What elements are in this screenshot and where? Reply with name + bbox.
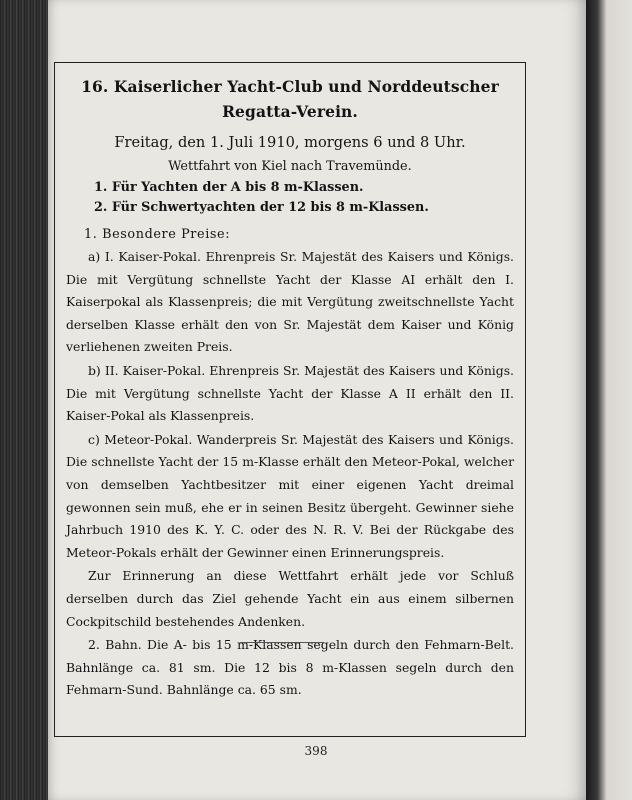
section-special-prizes: 1. Besondere Preise:: [84, 227, 231, 242]
paragraph-kaiser-pokal-2: b) II. Kaiser-Pokal. Ehrenpreis Sr. Majestät des Kaisers und Königs. Die mit Vergütung schnellste Yacht der Klasse A II erhält den II. Kaiser-Pokal als Klassenpreis.: [66, 362, 514, 424]
paragraph-kaiser-pokal-1: a) I. Kaiser-Pokal. Ehrenpreis Sr. Majestät des Kaisers und Königs. Die mit Vergütung schnellste Yacht der Klasse AI erhält den I. Kaiserpokal als Klassenpreis; die mit Vergütung zweitschnellste Yacht derselben Klasse erhält den von Sr. Majestät dem Kaiser und König verliehenen zweiten Preis.: [66, 249, 514, 355]
paragraph-remembrance: Zur Erinnerung an diese Wettfahrt erhält jede vor Schluß derselben durch das Ziel gehende Yacht ein aus einem silbernen Cockpitschild bestehendes Andenken.: [66, 568, 514, 629]
class-item-1: 1. Für Yachten der A bis 8 m-Klassen.: [94, 180, 364, 195]
paragraph-meteor-pokal: c) Meteor-Pokal. Wanderpreis Sr. Majestät des Kaisers und Königs. Die schnellste Yacht der 15 m-Klasse erhält den Meteor-Pokal, welcher von demselben Yachtbesitzer mit einer eigenen Yacht dreimal gewonnen sein muß, ehe er in seinen Besitz übergeht. Gewinner siehe Jahrbuch 1910 des K. Y. C. oder des N. R. V. Bei der Rückgabe des Meteor-Pokals erhält der Gewinner einen Erinnerungspreis.: [66, 431, 514, 560]
page-number: 398: [304, 744, 328, 758]
class-item-2: 2. Für Schwertyachten der 12 bis 8 m-Klassen.: [94, 200, 429, 215]
race-description: Wettfahrt von Kiel nach Travemünde.: [168, 159, 412, 174]
paragraph-course: 2. Bahn. Die A- bis 15 m-Klassen segeln durch den Fehmarn-Belt. Bahnlänge ca. 81 sm. Die 12 bis 8 m-Klassen segeln durch den Fehmarn-Sund. Bahnlänge ca. 65 sm.: [66, 637, 514, 698]
heading-line-2: Regatta-Verein.: [222, 102, 358, 121]
heading-line-1: 16. Kaiserlicher Yacht-Club und Norddeutscher: [81, 77, 499, 96]
section-divider: [240, 642, 324, 643]
facing-page-edge: [586, 0, 632, 800]
date-line: Freitag, den 1. Juli 1910, morgens 6 und 8 Uhr.: [114, 134, 466, 151]
page-content: [66, 74, 514, 702]
